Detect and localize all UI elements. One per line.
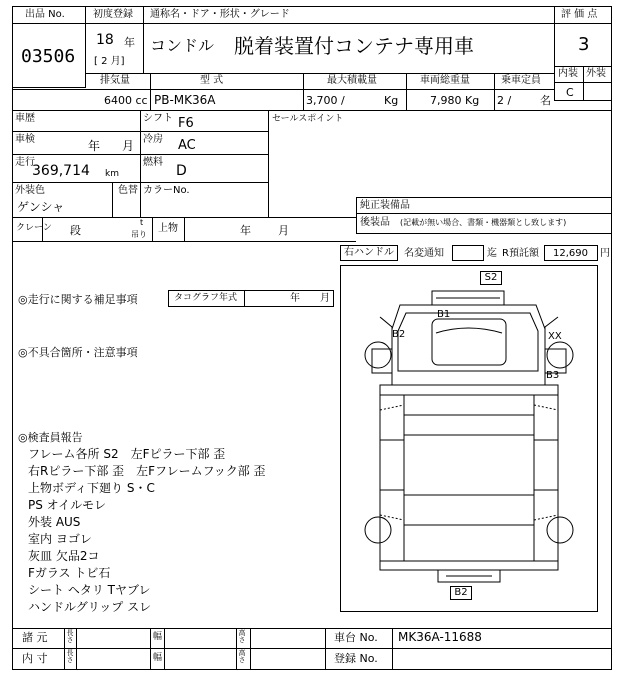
mileage-unit: km bbox=[105, 169, 119, 179]
yen-unit: 円 bbox=[600, 248, 610, 259]
factory-equipment-label: 純正装備品 bbox=[360, 200, 410, 211]
fuel-value: D bbox=[176, 163, 187, 179]
reg-month: [ 2 月] bbox=[94, 56, 125, 67]
first-reg-label: 初度登録 bbox=[93, 9, 133, 20]
capacity-value: 2 / bbox=[497, 94, 512, 107]
history-label: 車歴 bbox=[15, 113, 35, 124]
upper-body-label: 上物 bbox=[158, 223, 178, 234]
color-value: ゲンシャ bbox=[17, 200, 65, 214]
inspector-lines bbox=[28, 446, 328, 616]
gross-weight-value: 7,980 Kg bbox=[430, 94, 480, 107]
running-notes-label: ◎走行に関する補足事項 bbox=[18, 293, 138, 306]
model-name: コンドル bbox=[150, 36, 215, 55]
inspector-label: ◎検査員報告 bbox=[18, 431, 83, 444]
crane-label: クレーン bbox=[16, 223, 52, 233]
aftermarket-label: 後装品 bbox=[360, 217, 390, 228]
inner-width-label: 幅 bbox=[153, 653, 163, 663]
color-code-label: カラーNo. bbox=[143, 185, 190, 196]
registration-label: 登録 No. bbox=[334, 652, 378, 665]
color-label: 外装色 bbox=[15, 185, 45, 196]
inspector-line: 外装 AUS bbox=[28, 515, 81, 529]
type-label: 型 式 bbox=[200, 75, 224, 86]
chassis-label: 車台 No. bbox=[334, 631, 378, 644]
inspector-line: Fガラス トビ石 bbox=[28, 566, 111, 580]
inspector-line: 右Rピラー下部 歪 左Fフレームフック部 歪 bbox=[28, 464, 266, 478]
dims-height-label: 高さ bbox=[238, 629, 246, 645]
inspection-month-unit: 月 bbox=[122, 139, 135, 153]
upper-month-unit: 月 bbox=[278, 224, 289, 237]
recycle-label: R預託額 bbox=[502, 248, 539, 259]
grade-label: 評 価 点 bbox=[561, 9, 598, 20]
fuel-label: 燃料 bbox=[143, 157, 163, 168]
crane-ton-unit: t bbox=[140, 218, 144, 227]
max-load-unit: Kg bbox=[384, 94, 399, 107]
inspector-line: 上物ボディ下廻り S・C bbox=[28, 481, 155, 495]
inspector-line: フレーム各所 S2 左Fピラー下部 歪 bbox=[28, 447, 226, 461]
damage-mark-xx: XX bbox=[548, 331, 562, 342]
damage-mark-s2-front: S2 bbox=[480, 271, 502, 285]
displacement-label: 排気量 bbox=[100, 75, 130, 86]
inspector-line: 室内 ヨゴレ bbox=[28, 532, 92, 546]
tacho-label: タコグラフ年式 bbox=[174, 293, 238, 303]
damage-mark-b2-left: B2 bbox=[392, 329, 406, 340]
lot-label: 出品 No. bbox=[25, 9, 65, 20]
dims-label: 諸 元 bbox=[22, 631, 48, 644]
inspector-line: 灰皿 欠品2コ bbox=[28, 549, 100, 563]
inner-height-label: 高さ bbox=[238, 649, 246, 665]
max-load-label: 最大積載量 bbox=[327, 75, 377, 86]
overall-grade: 3 bbox=[578, 34, 590, 55]
tacho-month-unit: 月 bbox=[320, 293, 330, 304]
inner-length-label: 長さ bbox=[66, 649, 74, 665]
name-change-label: 名変通知 bbox=[404, 248, 444, 259]
inspector-line: シート ヘタリ Tヤブレ bbox=[28, 583, 151, 597]
inspector-line: ハンドルグリップ スレ bbox=[28, 600, 152, 614]
model-code: PB-MK36A bbox=[154, 93, 216, 107]
gross-weight-label: 車両総重量 bbox=[420, 75, 470, 86]
truck-outline-diagram bbox=[340, 265, 598, 612]
capacity-unit: 名 bbox=[540, 94, 551, 107]
inspection-year-unit: 年 bbox=[88, 139, 101, 153]
name-label: 通称名・ドア・形状・グレード bbox=[150, 9, 290, 20]
dims-length-label: 長さ bbox=[66, 629, 74, 645]
lot-number: 03506 bbox=[21, 46, 76, 67]
displacement-value: 6400 cc bbox=[104, 94, 148, 107]
reg-year-unit: 年 bbox=[124, 36, 135, 49]
crane-stage-unit: 段 bbox=[70, 224, 81, 237]
vehicle-description: 脱着装置付コンテナ専用車 bbox=[234, 34, 474, 58]
ac-value: AC bbox=[178, 138, 196, 153]
damage-mark-b3: B3 bbox=[546, 370, 560, 381]
mileage-value: 369,714 bbox=[32, 163, 90, 179]
name-change-box bbox=[452, 245, 484, 261]
reg-year: 18 bbox=[96, 32, 114, 48]
exterior-label: 外装 bbox=[586, 68, 606, 79]
inspection-label: 車検 bbox=[15, 134, 35, 145]
name-change-until: 迄 bbox=[487, 248, 497, 259]
ac-label: 冷房 bbox=[143, 134, 163, 145]
capacity-label: 乗車定員 bbox=[501, 75, 541, 86]
interior-label: 内装 bbox=[558, 68, 578, 79]
chassis-number: MK36A-11688 bbox=[398, 630, 482, 644]
tacho-year-unit: 年 bbox=[290, 293, 300, 304]
damage-mark-b1: B1 bbox=[437, 309, 451, 320]
max-load-value: 3,700 / bbox=[306, 94, 345, 107]
rhd-badge: 右ハンドル bbox=[340, 245, 398, 261]
inspector-line: PS オイルモレ bbox=[28, 498, 107, 512]
inner-dims-label: 内 寸 bbox=[22, 652, 48, 665]
color-change-label: 色替 bbox=[118, 185, 138, 196]
shift-label: シフト bbox=[143, 113, 173, 124]
upper-year-unit: 年 bbox=[240, 224, 251, 237]
exterior-grade: C bbox=[566, 86, 574, 99]
mileage-label: 走行 bbox=[15, 157, 35, 168]
shift-value: F6 bbox=[178, 116, 194, 131]
selling-points-label: セールスポイント bbox=[272, 114, 344, 124]
aftermarket-note: (記載が無い場合、書類・機器類とし致します) bbox=[400, 218, 567, 227]
dims-width-label: 幅 bbox=[153, 632, 163, 642]
crane-lift-unit: 吊り bbox=[131, 230, 147, 239]
recycle-amount: 12,690 bbox=[553, 248, 588, 259]
defects-label: ◎不具合箇所・注意事項 bbox=[18, 346, 138, 359]
damage-mark-b2-rear: B2 bbox=[450, 586, 472, 600]
